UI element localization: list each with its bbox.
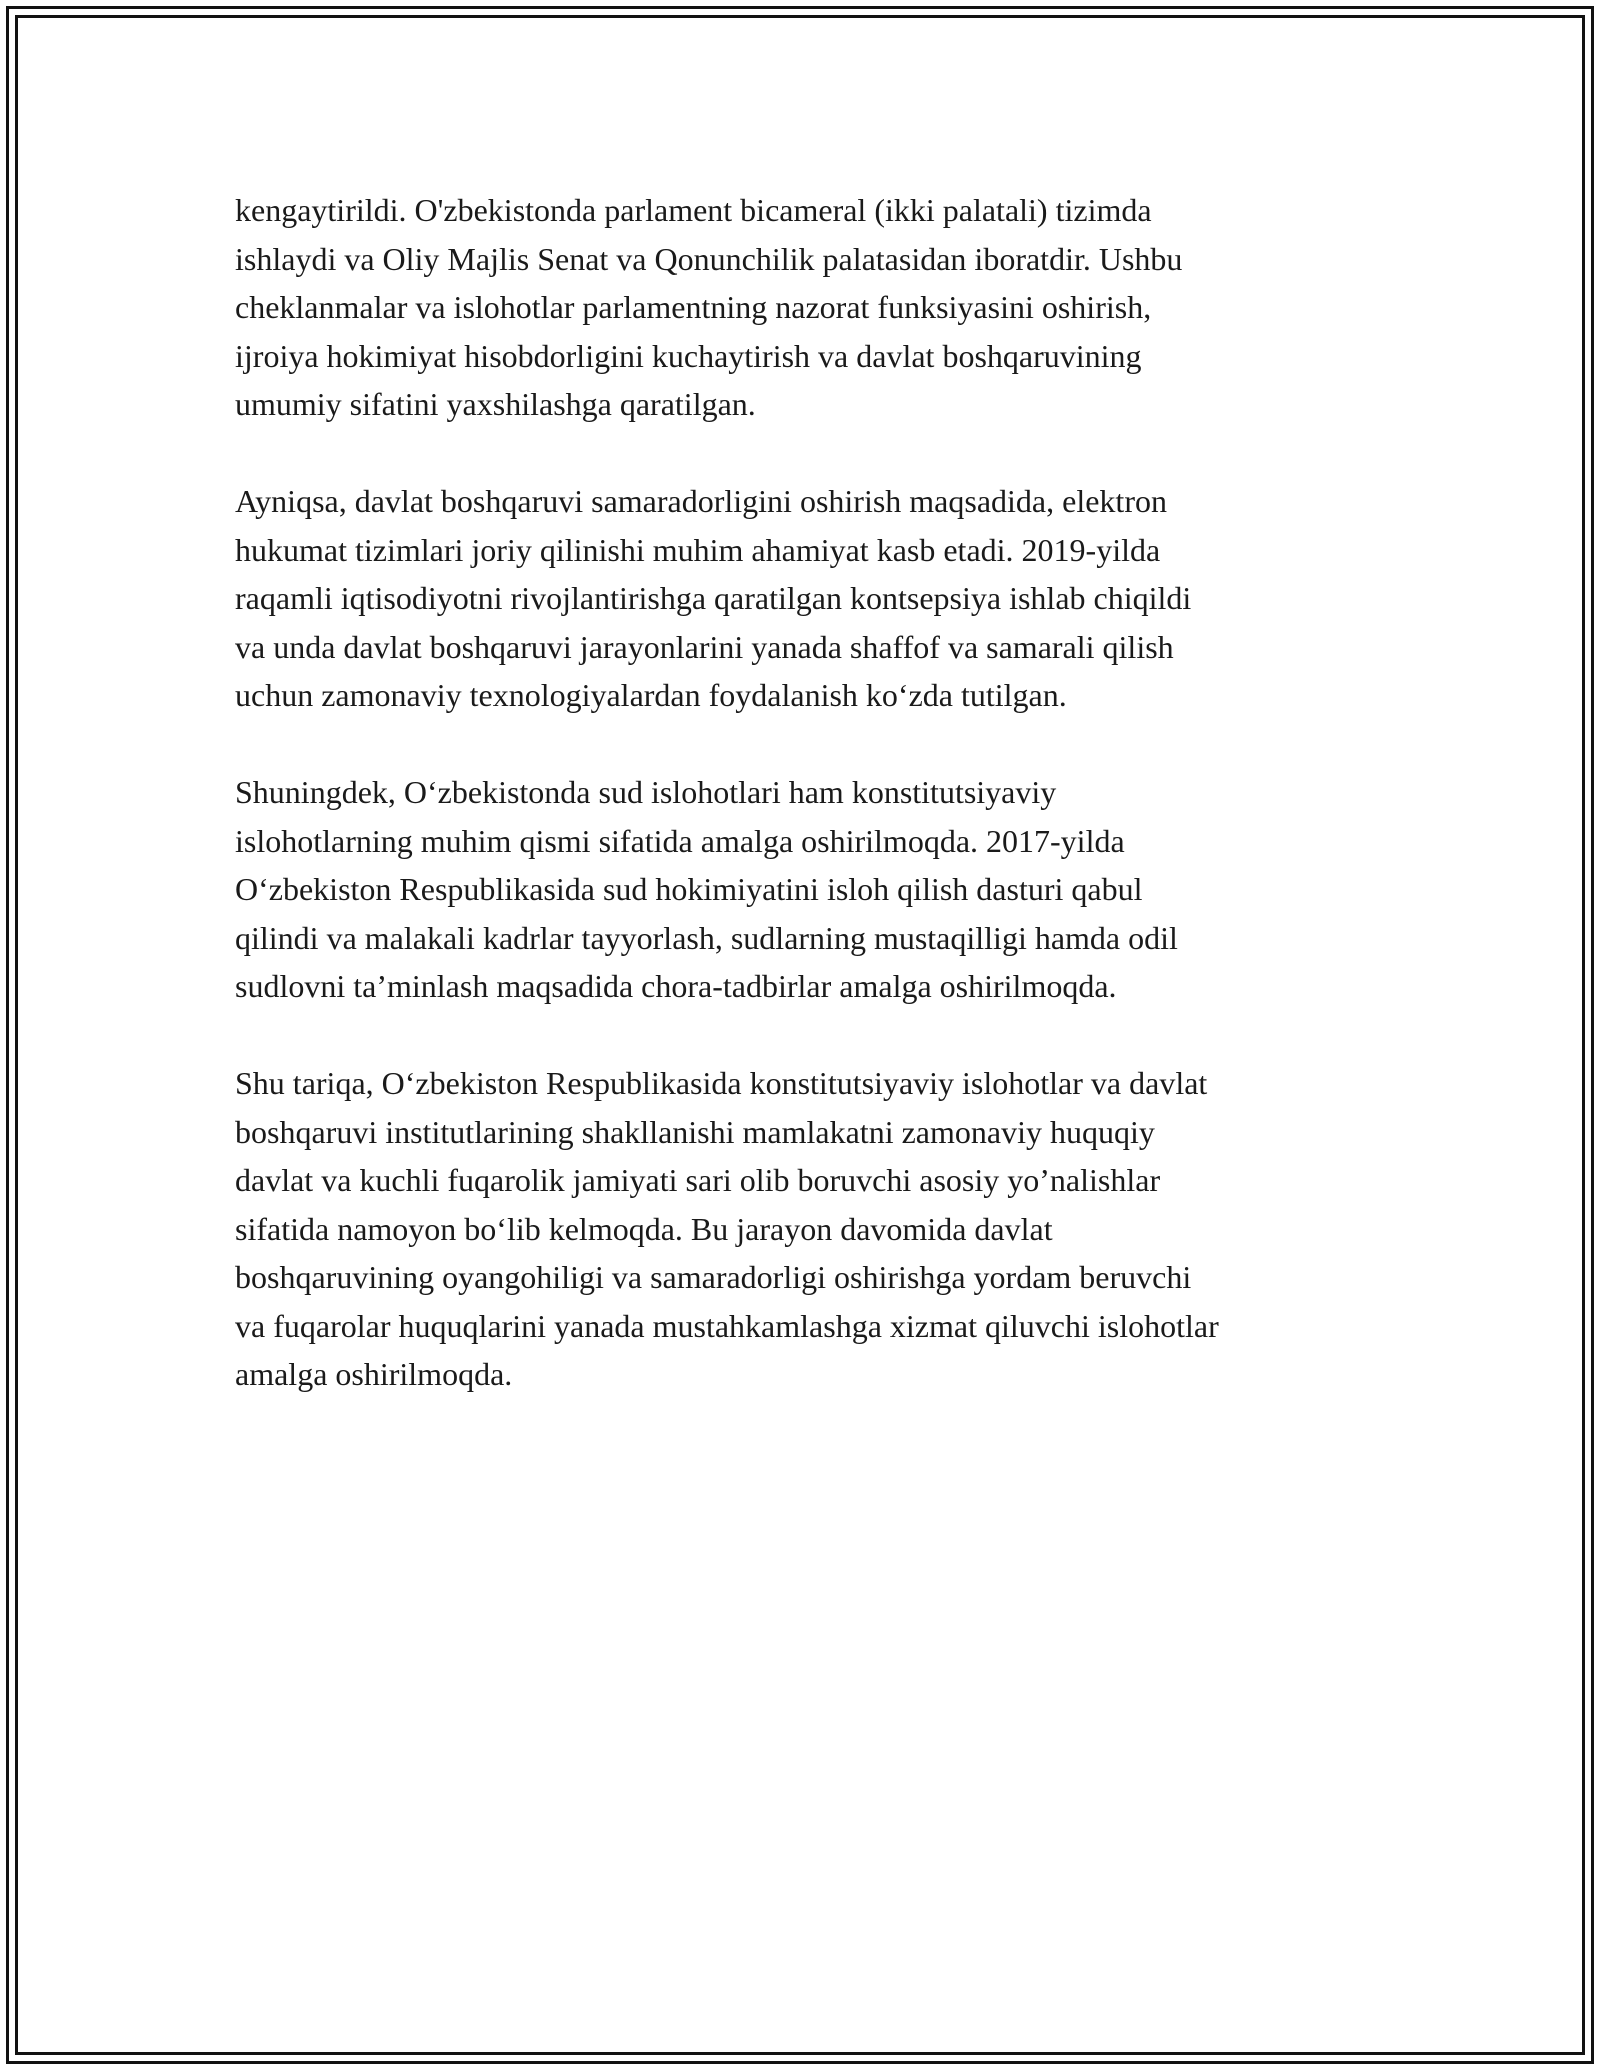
paragraph-4: Shu tariqa, O‘zbekiston Respublikasida konstitutsiyaviy islohotlar va davlat boshqaruvi institutlarining shakllanishi mamlakatni zamonaviy huquqiy davlat va kuchli fuqarolik jamiyati sari olib boruvchi asosiy yo’nalishlar sifatida namoyon bo‘lib kelmoqda. Bu jarayon davomida davlat boshqaruvining oyangohiligi va samaradorligi oshirishga yordam beruvchi va fuqarolar huquqlarini yanada mustahkamlashga xizmat qiluvchi islohotlar amalga oshirilmoqda. [235, 1065, 1219, 1392]
paragraph-1: kengaytirildi. O'zbekistonda parlament bicameral (ikki palatali) tizimda ishlaydi va Oliy Majlis Senat va Qonunchilik palatasidan iboratdir. Ushbu cheklanmalar va islohotlar parlamentning nazorat funksiyasini oshirish, ijroiya hokimiyat hisobdorligini kuchaytirish va davlat boshqaruvining umumiy sifatini yaxshilashga qaratilgan. [235, 192, 1183, 422]
paragraph-3: Shuningdek, O‘zbekistonda sud islohotlari ham konstitutsiyaviy islohotlarning muhim qismi sifatida amalga oshirilmoqda. 2017-yilda O‘zbekiston Respublikasida sud hokimiyatini isloh qilish dasturi qabul qilindi va malakali kadrlar tayyorlash, sudlarning mustaqilligi hamda odil sudlovni ta’minlash maqsadida chora-tadbirlar amalga oshirilmoqda. [235, 774, 1178, 1004]
document-body [235, 186, 1375, 1399]
paragraph-2: Ayniqsa, davlat boshqaruvi samaradorligini oshirish maqsadida, elektron hukumat tizimlari joriy qilinishi muhim ahamiyat kasb etadi. 2019-yilda raqamli iqtisodiyotni rivojlantirishga qaratilgan kontsepsiya ishlab chiqildi va unda davlat boshqaruvi jarayonlarini yanada shaffof va samarali qilish uchun zamonaviy texnologiyalardan foydalanish ko‘zda tutilgan. [235, 483, 1192, 713]
